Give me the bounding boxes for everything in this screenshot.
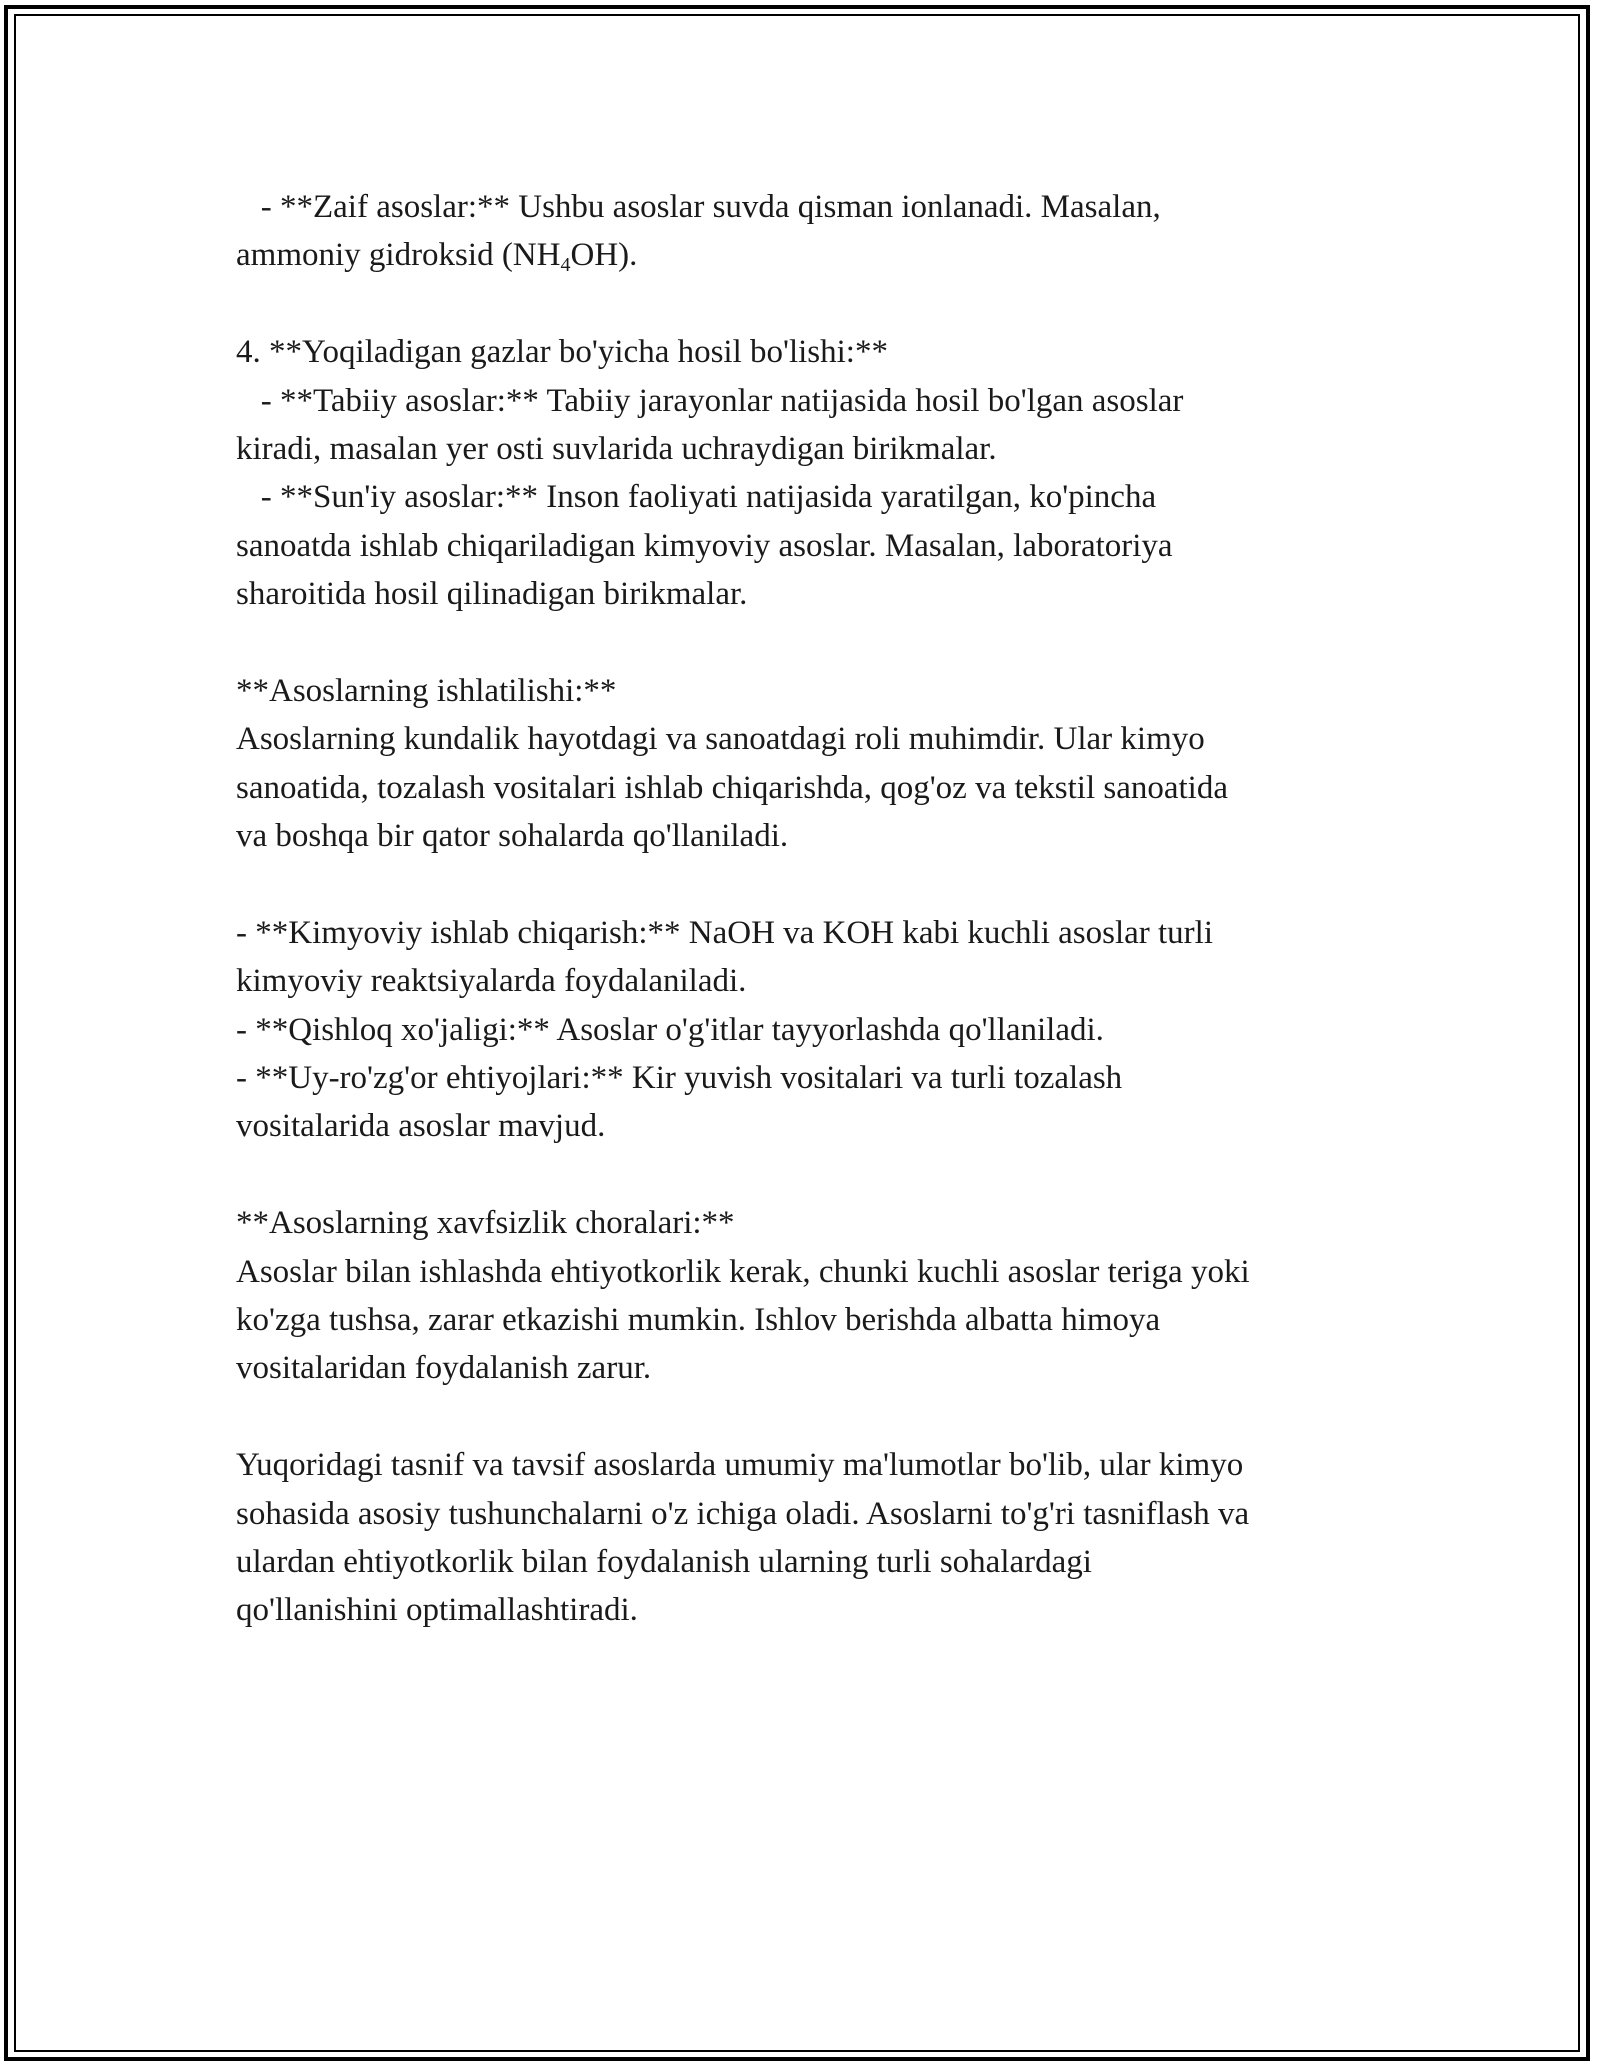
text-line: sohasida asosiy tushunchalarni o'z ichiga oladi. Asoslarni to'g'ri tasniflash va bbox=[236, 1495, 1250, 1532]
text-line: Asoslarning kundalik hayotdagi va sanoatdagi roli muhimdir. Ular kimyo bbox=[236, 721, 1205, 758]
text-line: sanoatda ishlab chiqariladigan kimyoviy asoslar. Masalan, laboratoriya bbox=[236, 527, 1173, 564]
blank-line bbox=[236, 619, 1396, 667]
text-line: vositalarida asoslar mavjud. bbox=[236, 1108, 606, 1145]
text-line: sharoitida hosil qilinadigan birikmalar. bbox=[236, 576, 748, 613]
text-line: Yuqoridagi tasnif va tavsif asoslarda umumiy ma'lumotlar bo'lib, ular kimyo bbox=[236, 1447, 1244, 1484]
text-line: ko'zga tushsa, zarar etkazishi mumkin. Ishlov berishda albatta himoya bbox=[236, 1301, 1161, 1338]
list-item: - **Kimyoviy ishlab chiqarish:** NaOH va KOH kabi kuchli asoslar turli bbox=[236, 914, 1213, 951]
text-line: - **Zaif asoslar:** Ushbu asoslar suvda qisman ionlanadi. Masalan, bbox=[236, 189, 1161, 225]
text-line: Asoslar bilan ishlashda ehtiyotkorlik kerak, chunki kuchli asoslar teriga yoki bbox=[236, 1253, 1250, 1290]
blank-line bbox=[236, 280, 1396, 328]
text-line: - **Sun'iy asoslar:** Inson faoliyati natijasida yaratilgan, ko'pincha bbox=[236, 479, 1157, 516]
text-line: va boshqa bir qator sohalarda qo'llaniladi. bbox=[236, 818, 789, 855]
list-item: - **Qishloq xo'jaligi:** Asoslar o'g'itlar tayyorlashda qo'llaniladi. bbox=[236, 1011, 1104, 1048]
text-line: kimyoviy reaktsiyalarda foydalaniladi. bbox=[236, 963, 747, 1000]
subscript-text: 4 bbox=[560, 254, 571, 277]
blank-line bbox=[236, 860, 1396, 908]
text-line: sanoatida, tozalash vositalari ishlab chiqarishda, qog'oz va tekstil sanoatida bbox=[236, 769, 1228, 806]
text-segment: OH). bbox=[570, 237, 638, 274]
text-line: ulardan ehtiyotkorlik bilan foydalanish ularning turli sohalardagi bbox=[236, 1543, 1092, 1580]
text-line bbox=[236, 231, 1396, 279]
document-body bbox=[236, 183, 1396, 1635]
text-line: qo'llanishini optimallashtiradi. bbox=[236, 1592, 638, 1629]
list-item: - **Uy-ro'zg'or ehtiyojlari:** Kir yuvish vositalari va turli tozalash bbox=[236, 1060, 1123, 1097]
text-line: vositalaridan foydalanish zarur. bbox=[236, 1350, 652, 1387]
section-heading: 4. **Yoqiladigan gazlar bo'yicha hosil bo'lishi:** bbox=[236, 334, 888, 371]
text-line: - **Tabiiy asoslar:** Tabiiy jarayonlar natijasida hosil bo'lgan asoslar bbox=[236, 382, 1184, 419]
text-segment: ammoniy gidroksid (NH bbox=[236, 237, 561, 274]
blank-line bbox=[236, 1151, 1396, 1199]
section-heading: **Asoslarning ishlatilishi:** bbox=[236, 672, 617, 709]
blank-line bbox=[236, 1393, 1396, 1441]
section-heading: **Asoslarning xavfsizlik choralari:** bbox=[236, 1205, 735, 1242]
text-line: kiradi, masalan yer osti suvlarida uchraydigan birikmalar. bbox=[236, 430, 997, 467]
